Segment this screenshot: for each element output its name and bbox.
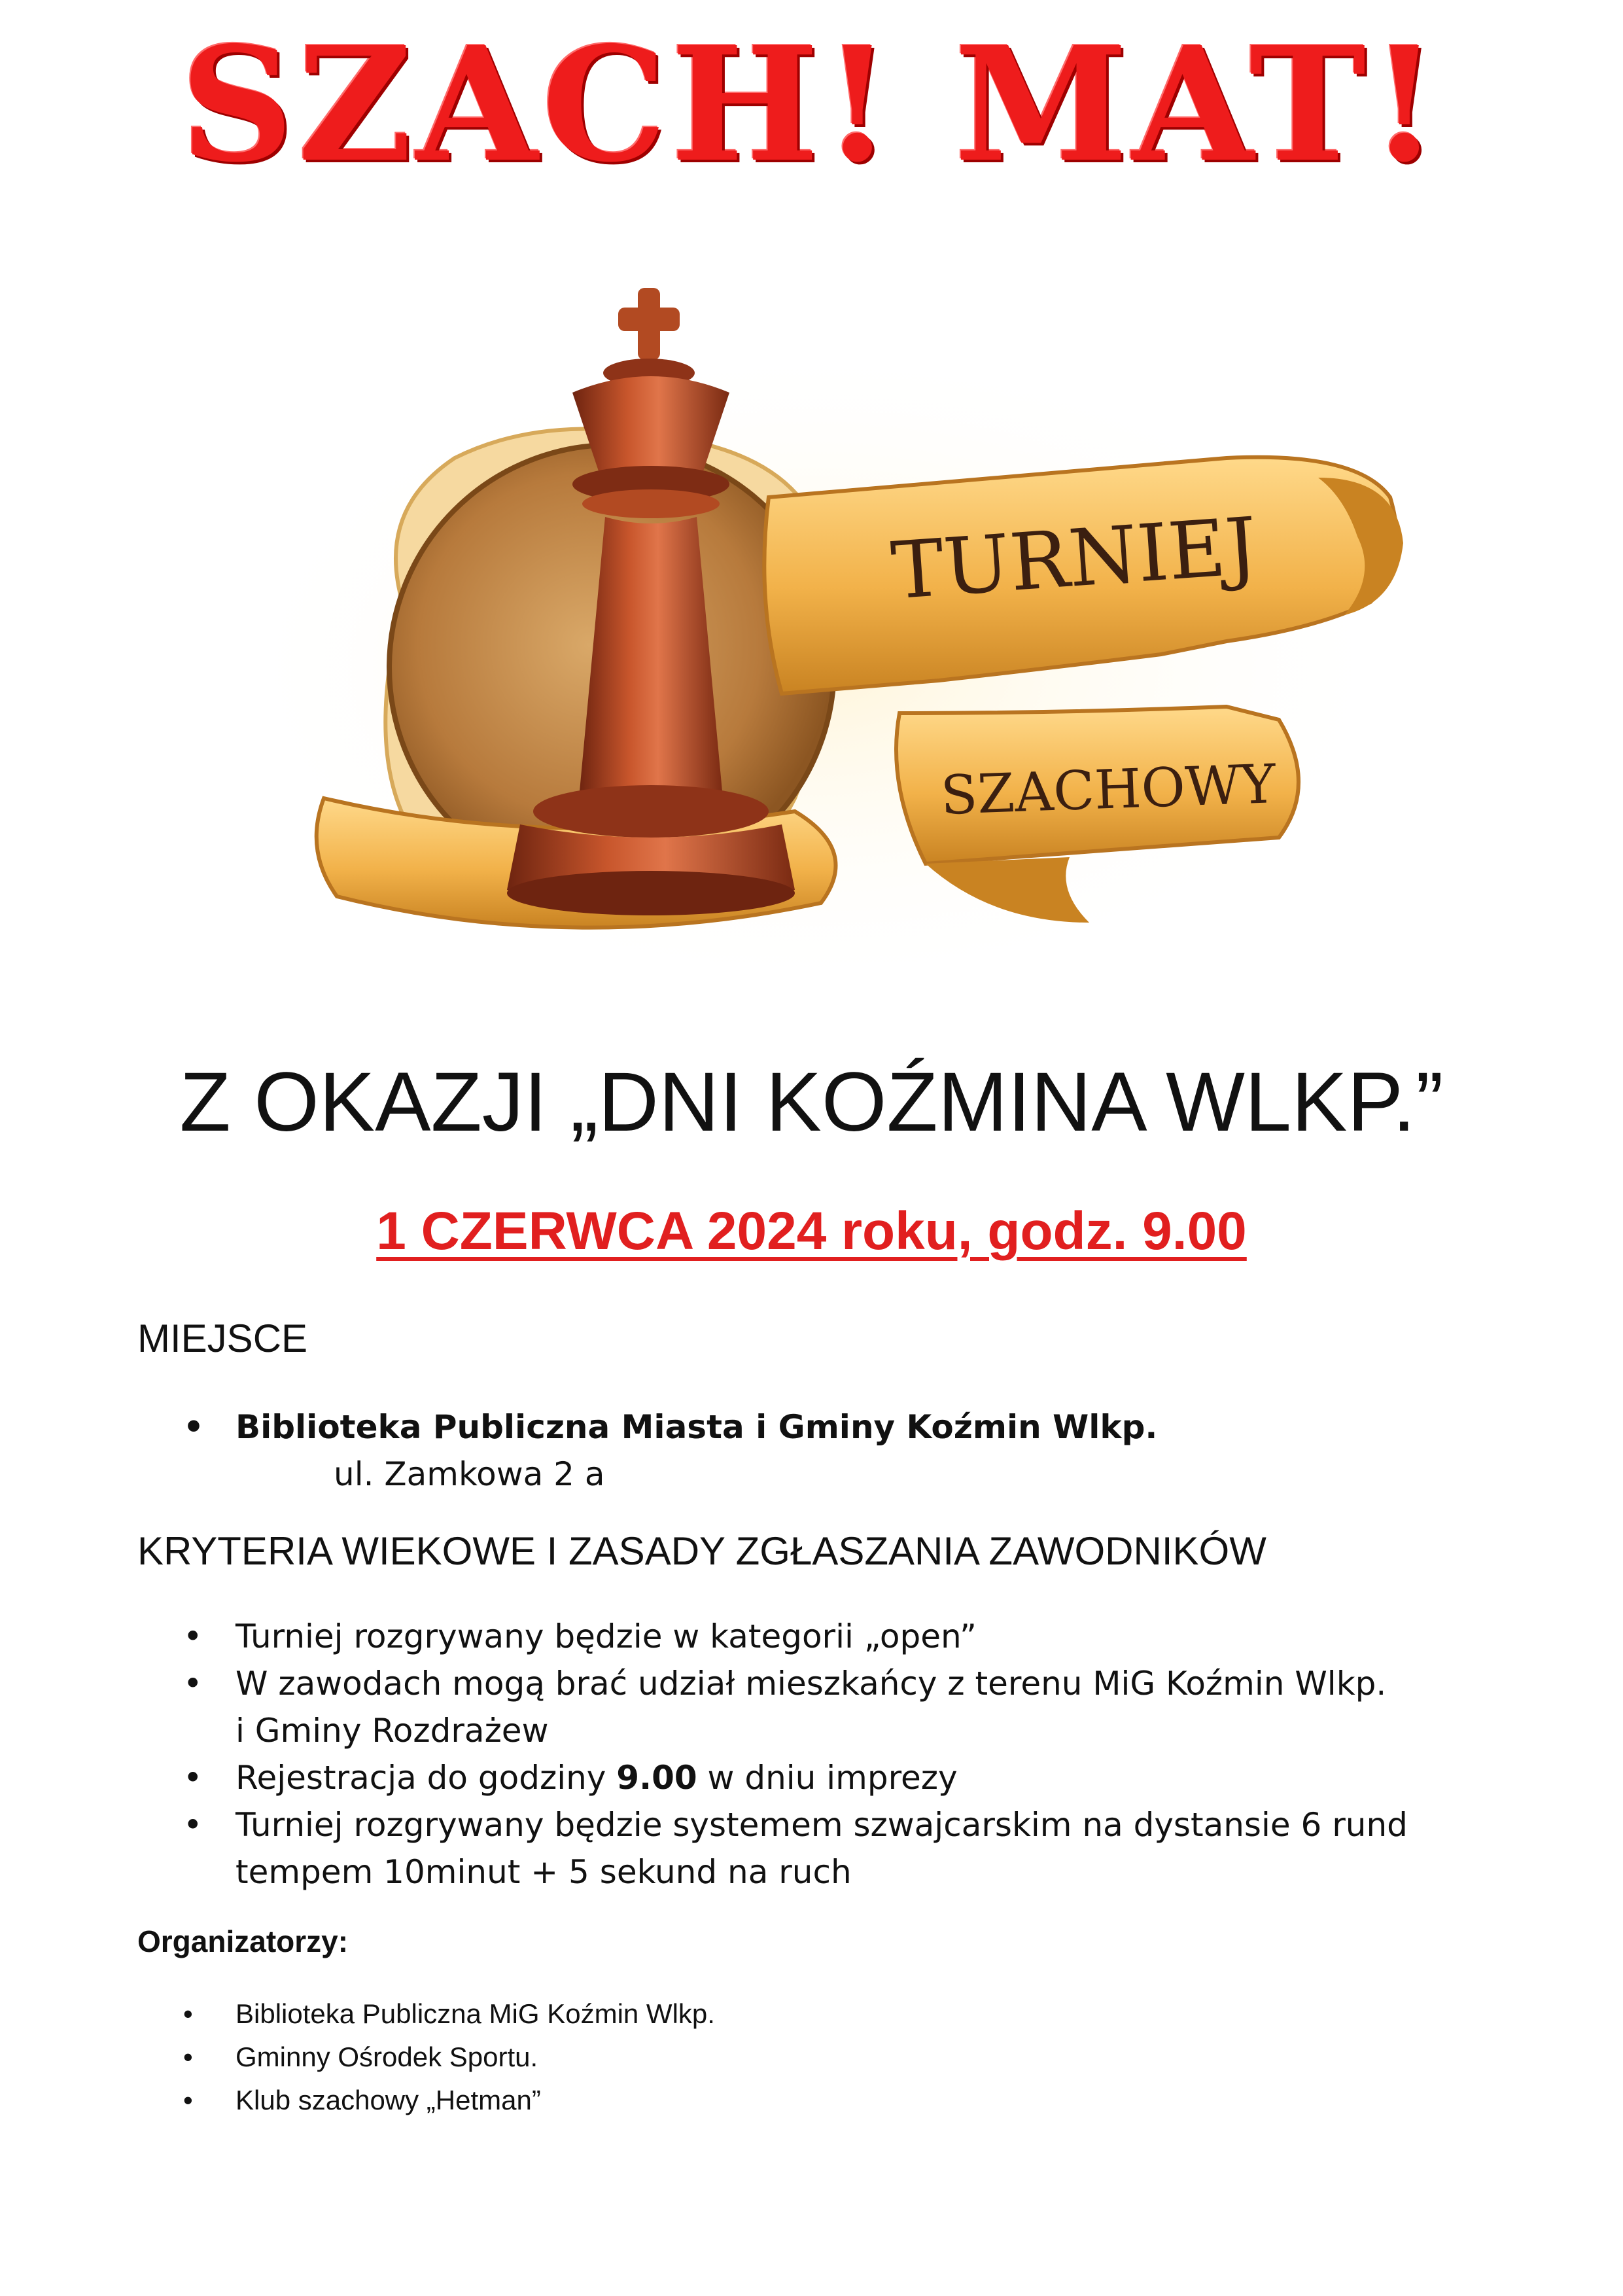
tournament-logo (206, 262, 1423, 1001)
poster-headline: SZACH! MAT! (180, 12, 1443, 197)
criteria-item-line: Turniej rozgrywany będzie systemem szwajcarskim na dystansie 6 rund (236, 1806, 1408, 1844)
criteria-list (137, 1613, 1511, 1896)
venue-heading: MIEJSCE (137, 1316, 308, 1360)
criteria-item-line: i Gminy Rozdrażew (236, 1712, 549, 1750)
criteria-heading: KRYTERIA WIEKOWE I ZASADY ZGŁASZANIA ZAWODNIKÓW (137, 1529, 1266, 1573)
logo-subtitle: SZACHOWY (939, 753, 1277, 827)
organizers-heading: Organizatorzy: (137, 1924, 349, 1958)
event-date: 1 CZERWCA 2024 roku, godz. 9.00 (376, 1201, 1247, 1261)
criteria-item: • Turniej rozgrywany będzie w kategorii „open” (137, 1613, 1511, 1660)
venue-address: ul. Zamkowa 2 a (334, 1455, 605, 1493)
venue-list (137, 1404, 1157, 1498)
criteria-item-text: Rejestracja do godziny (236, 1759, 617, 1797)
criteria-item-text: w dniu imprezy (697, 1759, 958, 1797)
organizer-item: • Klub szachowy „Hetman” (137, 2079, 715, 2122)
logo-title: TURNIEJ (888, 501, 1261, 618)
organizer-item: • Gminny Ośrodek Sportu. (137, 2036, 715, 2079)
criteria-item (137, 1801, 1511, 1896)
criteria-item-line: tempem 10minut + 5 sekund na ruch (236, 1853, 852, 1891)
organizers-list (137, 1992, 715, 2122)
organizer-item: • Biblioteka Publiczna MiG Koźmin Wlkp. (137, 1992, 715, 2036)
criteria-item (137, 1754, 1511, 1801)
criteria-item (137, 1660, 1511, 1754)
occasion-heading: Z OKAZJI „DNI KOŹMINA WLKP.” (179, 1055, 1444, 1149)
registration-time: 9.00 (616, 1759, 697, 1797)
criteria-item-line: W zawodach mogą brać udział mieszkańcy z terenu MiG Koźmin Wlkp. (236, 1665, 1387, 1703)
venue-name: • Biblioteka Publiczna Miasta i Gminy Koźmin Wlkp. (137, 1404, 1157, 1451)
